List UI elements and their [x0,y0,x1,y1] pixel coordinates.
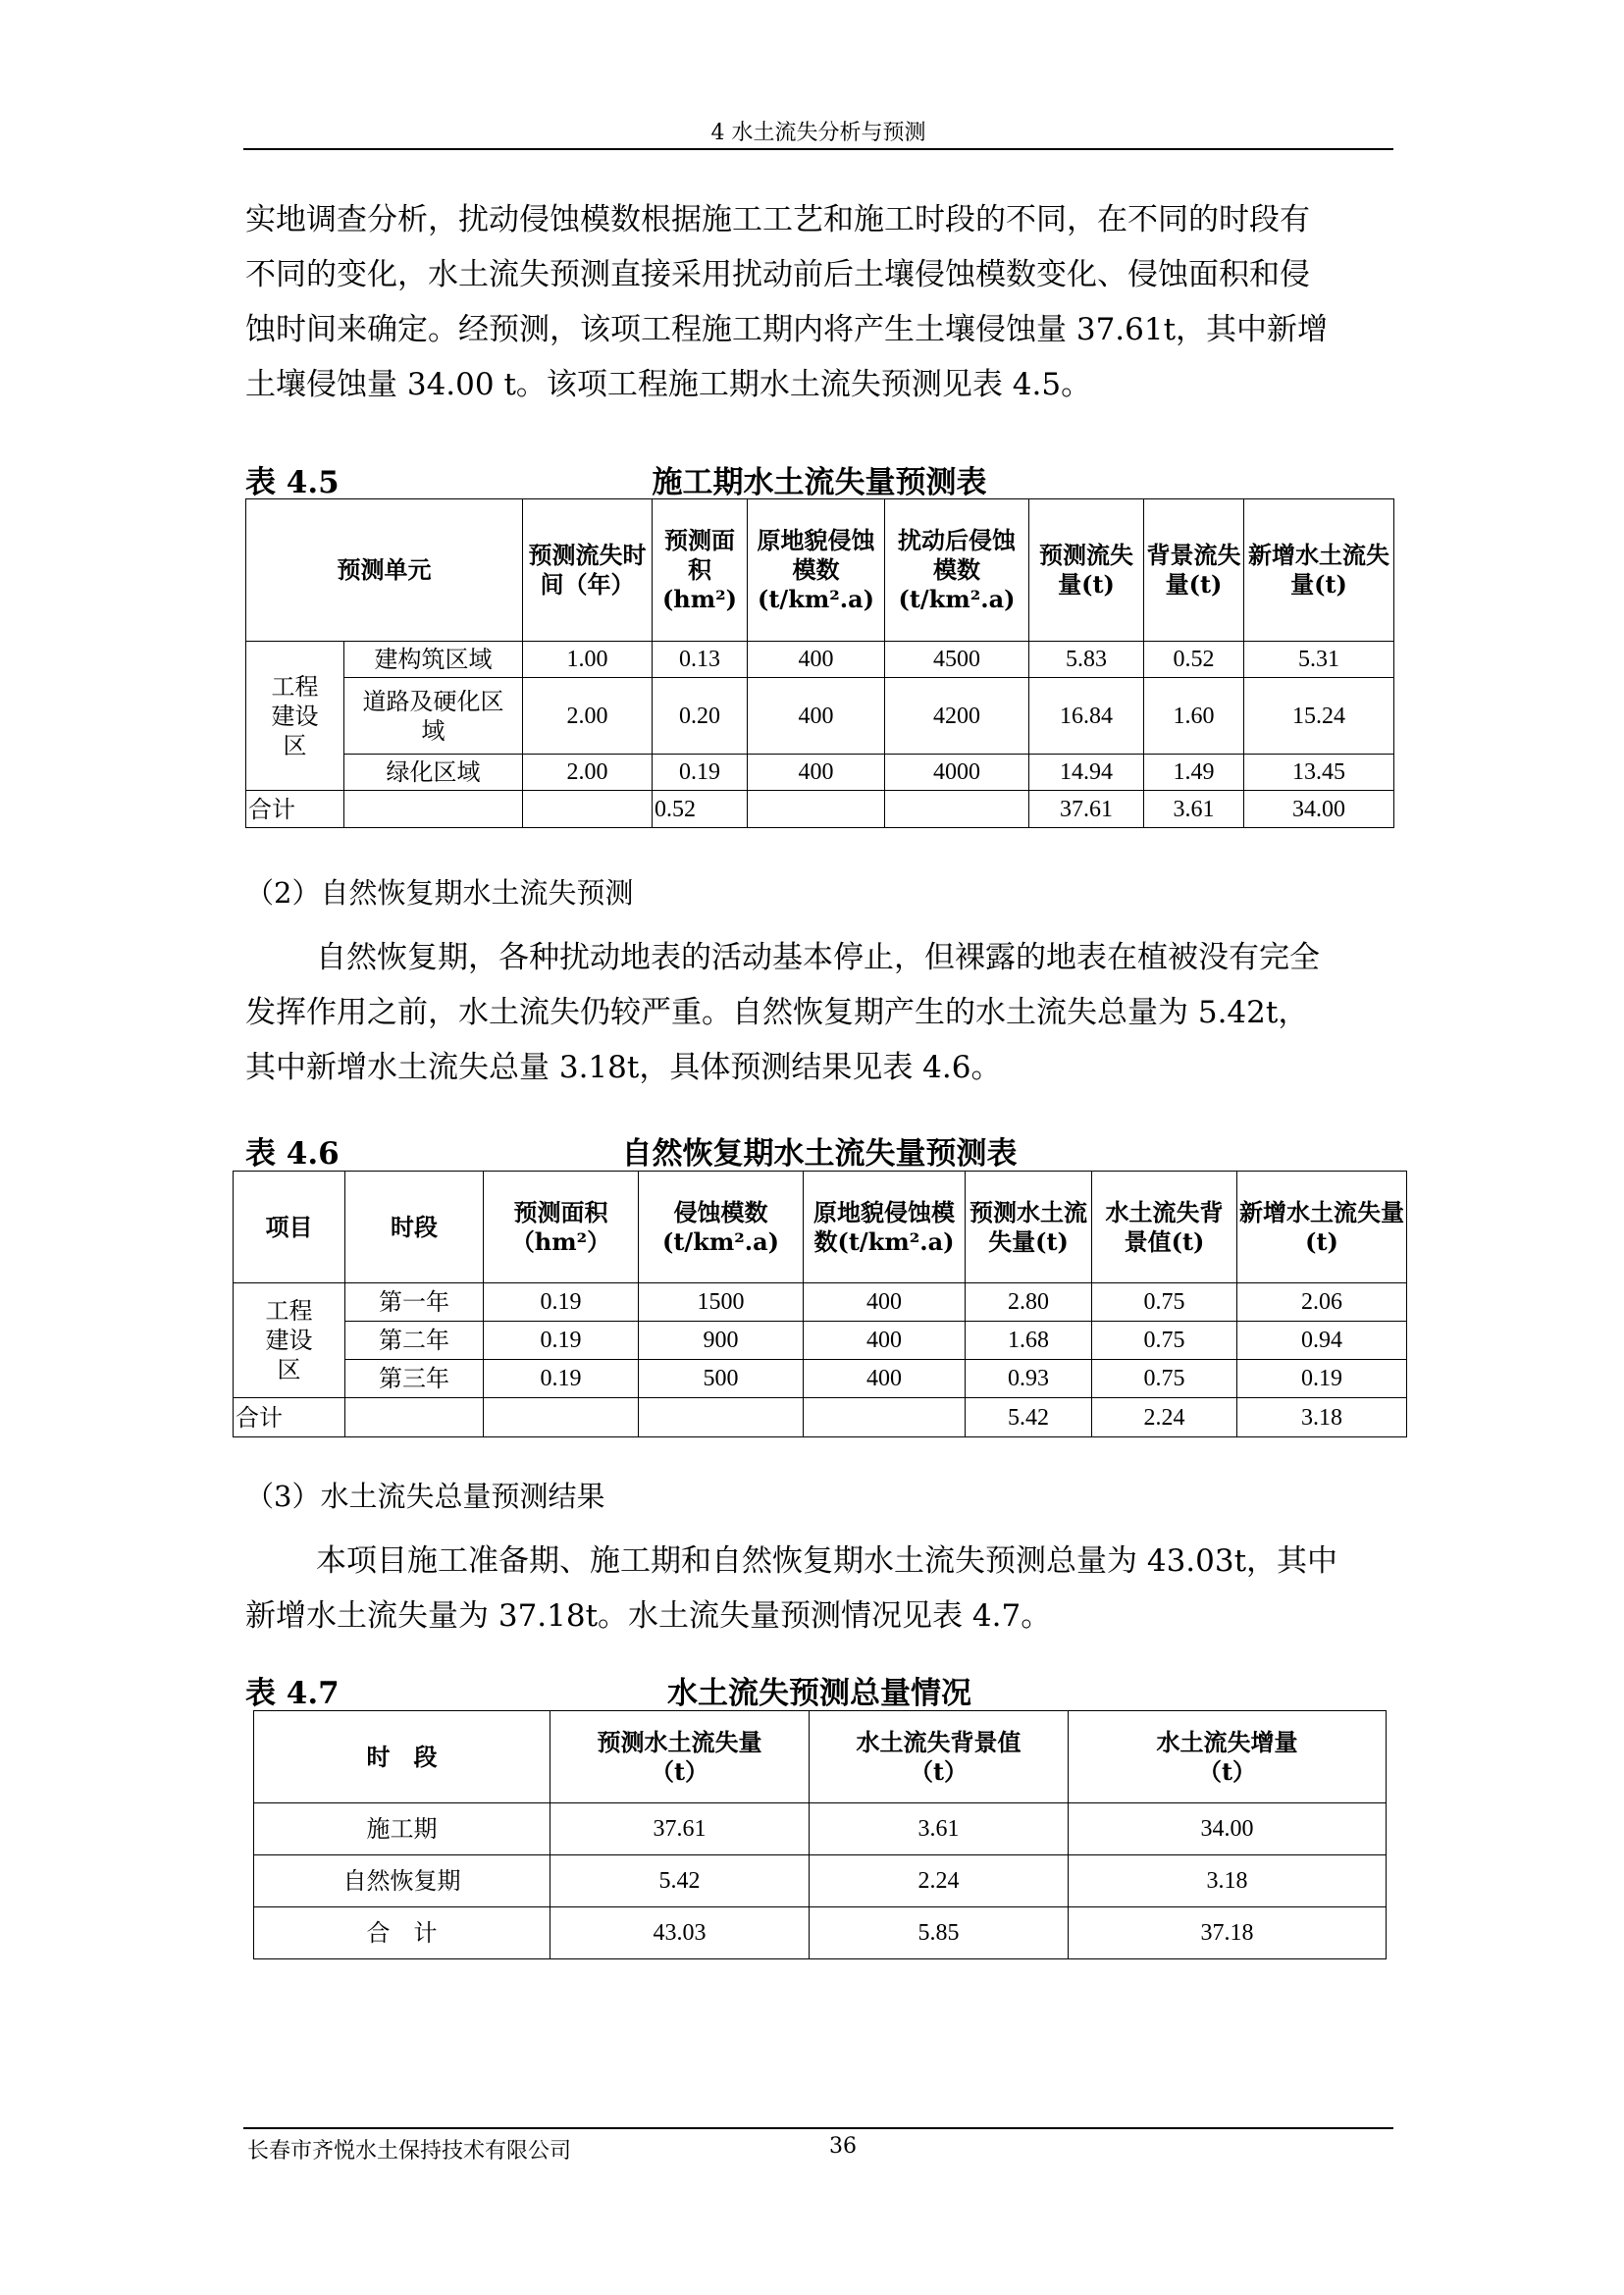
text-line: 土壤侵蚀量 34.00 t。该项工程施工期水土流失预测见表 4.5。 [245,367,1092,402]
cell-name: 建构筑区域 [344,642,523,678]
table-row [254,1855,1387,1907]
cell-orig: 400 [748,755,885,791]
header-modulus: 侵蚀模数(t/km².a) [639,1172,804,1283]
cell-time: 2.00 [523,678,653,755]
text-line: 自然恢复期，各种扰动地表的活动基本停止，但裸露的地表在植被没有完全 [316,940,1320,975]
cell-name: 绿化区域 [344,755,523,791]
table-number: 表 4.7 [245,1676,340,1711]
cell-orig: 400 [804,1322,966,1360]
cell-bg: 5.85 [810,1907,1069,1959]
paragraph-2 [245,930,1393,1095]
cell-new: 0.19 [1237,1360,1407,1398]
table-row [246,642,1394,678]
empty-cell [885,791,1029,828]
cell-modulus: 500 [639,1360,804,1398]
cell-period: 第三年 [345,1360,484,1398]
empty-cell [523,791,653,828]
table-number: 表 4.5 [245,465,340,500]
footer-company: 长春市齐悦水土保持技术有限公司 [247,2139,572,2164]
cell-modulus: 900 [639,1322,804,1360]
cell-new: 5.31 [1244,642,1394,678]
total-label: 合计 [234,1398,345,1437]
header-new-loss: 新增水土流失量(t) [1244,499,1394,642]
header-disturbed-modulus: 扰动后侵蚀模数(t/km².a) [885,499,1029,642]
header-bg-label: 水土流失背景值 [856,1727,1022,1756]
cell-loss: 0.93 [966,1360,1092,1398]
group-cell: 工程建设区 [246,642,344,791]
text-line: 蚀时间来确定。经预测，该项工程施工期内将产生土壤侵蚀量 37.61t，其中新增 [245,312,1329,347]
total-row [246,791,1394,828]
header-time: 预测流失时间（年） [523,499,653,642]
cell-bg: 0.75 [1092,1322,1237,1360]
empty-cell [484,1398,639,1437]
empty-cell [639,1398,804,1437]
table-4-7 [253,1710,1387,1959]
cell-bg: 2.24 [1092,1398,1237,1437]
header-loss: 预测水土流失量(t) [966,1172,1092,1283]
cell-orig: 400 [804,1360,966,1398]
cell-period: 合 计 [254,1907,550,1959]
page-number: 36 [829,2134,857,2159]
table-row [254,1907,1387,1959]
table-number: 表 4.6 [245,1136,340,1172]
cell-area: 0.19 [484,1283,639,1322]
header-increment [1069,1711,1387,1803]
cell-area: 0.19 [653,755,748,791]
header-rule [243,148,1393,150]
cell-loss: 37.61 [550,1803,810,1855]
table-4-6 [233,1171,1407,1437]
header-period: 时段 [345,1172,484,1283]
cell-loss: 5.42 [550,1855,810,1907]
table-row [246,755,1394,791]
text-line: 发挥作用之前，水土流失仍较严重。自然恢复期产生的水土流失总量为 5.42t， [245,995,1309,1030]
header-inc-unit: （t） [1197,1756,1257,1786]
header-background: 水土流失背景值(t) [1092,1172,1237,1283]
empty-cell [345,1398,484,1437]
footer-rule [243,2127,1393,2129]
cell-modulus: 1500 [639,1283,804,1322]
cell-inc: 37.18 [1069,1907,1387,1959]
empty-cell [748,791,885,828]
header-loss-label: 预测水土流失量 [597,1727,762,1756]
cell-period: 自然恢复期 [254,1855,550,1907]
cell-loss: 2.80 [966,1283,1092,1322]
header-bg-unit: （t） [909,1756,969,1786]
table-row [234,1283,1407,1322]
cell-new: 15.24 [1244,678,1394,755]
text-line: 新增水土流失量为 37.18t。水土流失量预测情况见表 4.7。 [245,1598,1052,1634]
cell-inc: 34.00 [1069,1803,1387,1855]
table-title: 自然恢复期水土流失量预测表 [621,1136,1018,1172]
table-row [234,1322,1407,1360]
cell-new: 3.18 [1237,1398,1407,1437]
cell-bg: 0.75 [1092,1360,1237,1398]
paragraph-3 [245,1534,1393,1643]
cell-orig: 400 [804,1283,966,1322]
section-heading-2: （2）自然恢复期水土流失预测 [245,876,634,910]
text-line: 不同的变化，水土流失预测直接采用扰动前后土壤侵蚀模数变化、侵蚀面积和侵 [245,257,1310,292]
cell-loss: 14.94 [1029,755,1144,791]
cell-period: 施工期 [254,1803,550,1855]
header-area: 预测面积（hm²） [484,1172,639,1283]
header-orig-modulus: 原地貌侵蚀模数(t/km².a) [804,1172,966,1283]
section-heading-3: （3）水土流失总量预测结果 [245,1480,605,1513]
cell-bg: 1.60 [1144,678,1244,755]
paragraph-1 [245,192,1393,412]
cell-loss: 37.61 [1029,791,1144,828]
header-period: 时 段 [254,1711,550,1803]
cell-new: 0.94 [1237,1322,1407,1360]
cell-bg: 3.61 [810,1803,1069,1855]
cell-time: 2.00 [523,755,653,791]
text-line: 实地调查分析，扰动侵蚀模数根据施工工艺和施工时段的不同，在不同的时段有 [245,202,1310,237]
cell-area: 0.19 [484,1360,639,1398]
header-loss [550,1711,810,1803]
table-row [234,1360,1407,1398]
header-area: 预测面积(hm²) [653,499,748,642]
cell-new: 2.06 [1237,1283,1407,1322]
cell-inc: 3.18 [1069,1855,1387,1907]
cell-loss: 5.42 [966,1398,1092,1437]
cell-time: 1.00 [523,642,653,678]
cell-orig: 400 [748,678,885,755]
table-title: 施工期水土流失量预测表 [652,465,987,500]
cell-loss: 5.83 [1029,642,1144,678]
header-background [810,1711,1069,1803]
cell-bg: 3.61 [1144,791,1244,828]
table-row [254,1803,1387,1855]
cell-dist: 4000 [885,755,1029,791]
table-title: 水土流失预测总量情况 [667,1676,971,1711]
table-row [246,678,1394,755]
cell-bg: 1.49 [1144,755,1244,791]
cell-period: 第一年 [345,1283,484,1322]
empty-cell [344,791,523,828]
empty-cell [804,1398,966,1437]
cell-period: 第二年 [345,1322,484,1360]
cell-loss: 1.68 [966,1322,1092,1360]
cell-dist: 4200 [885,678,1029,755]
cell-orig: 400 [748,642,885,678]
header-background: 背景流失量(t) [1144,499,1244,642]
cell-area: 0.13 [653,642,748,678]
cell-area: 0.20 [653,678,748,755]
cell-loss: 43.03 [550,1907,810,1959]
cell-area: 0.52 [653,791,748,828]
text-line: 其中新增水土流失总量 3.18t，具体预测结果见表 4.6。 [245,1050,1002,1085]
cell-new: 34.00 [1244,791,1394,828]
header-new-loss: 新增水土流失量(t) [1237,1172,1407,1283]
cell-bg: 2.24 [810,1855,1069,1907]
header-loss-unit: （t） [650,1756,709,1786]
cell-area: 0.19 [484,1322,639,1360]
page-header: 4 水土流失分析与预测 [710,121,926,145]
cell-dist: 4500 [885,642,1029,678]
cell-bg: 0.75 [1092,1283,1237,1322]
group-cell: 工程建设区 [234,1283,345,1398]
total-row [234,1398,1407,1437]
cell-new: 13.45 [1244,755,1394,791]
total-label: 合计 [246,791,344,828]
table-4-7-caption [245,1668,1393,1711]
header-loss: 预测流失量(t) [1029,499,1144,642]
table-4-5 [245,498,1394,828]
table-4-6-caption [245,1128,1393,1172]
cell-loss: 16.84 [1029,678,1144,755]
header-item: 项目 [234,1172,345,1283]
cell-bg: 0.52 [1144,642,1244,678]
table-4-5-caption [245,457,1393,500]
cell-name: 道路及硬化区域 [344,678,523,755]
header-inc-label: 水土流失增量 [1156,1727,1298,1756]
header-unit: 预测单元 [246,499,523,642]
header-orig-modulus: 原地貌侵蚀模数(t/km².a) [748,499,885,642]
text-line: 本项目施工准备期、施工期和自然恢复期水土流失预测总量为 43.03t，其中 [316,1543,1338,1579]
